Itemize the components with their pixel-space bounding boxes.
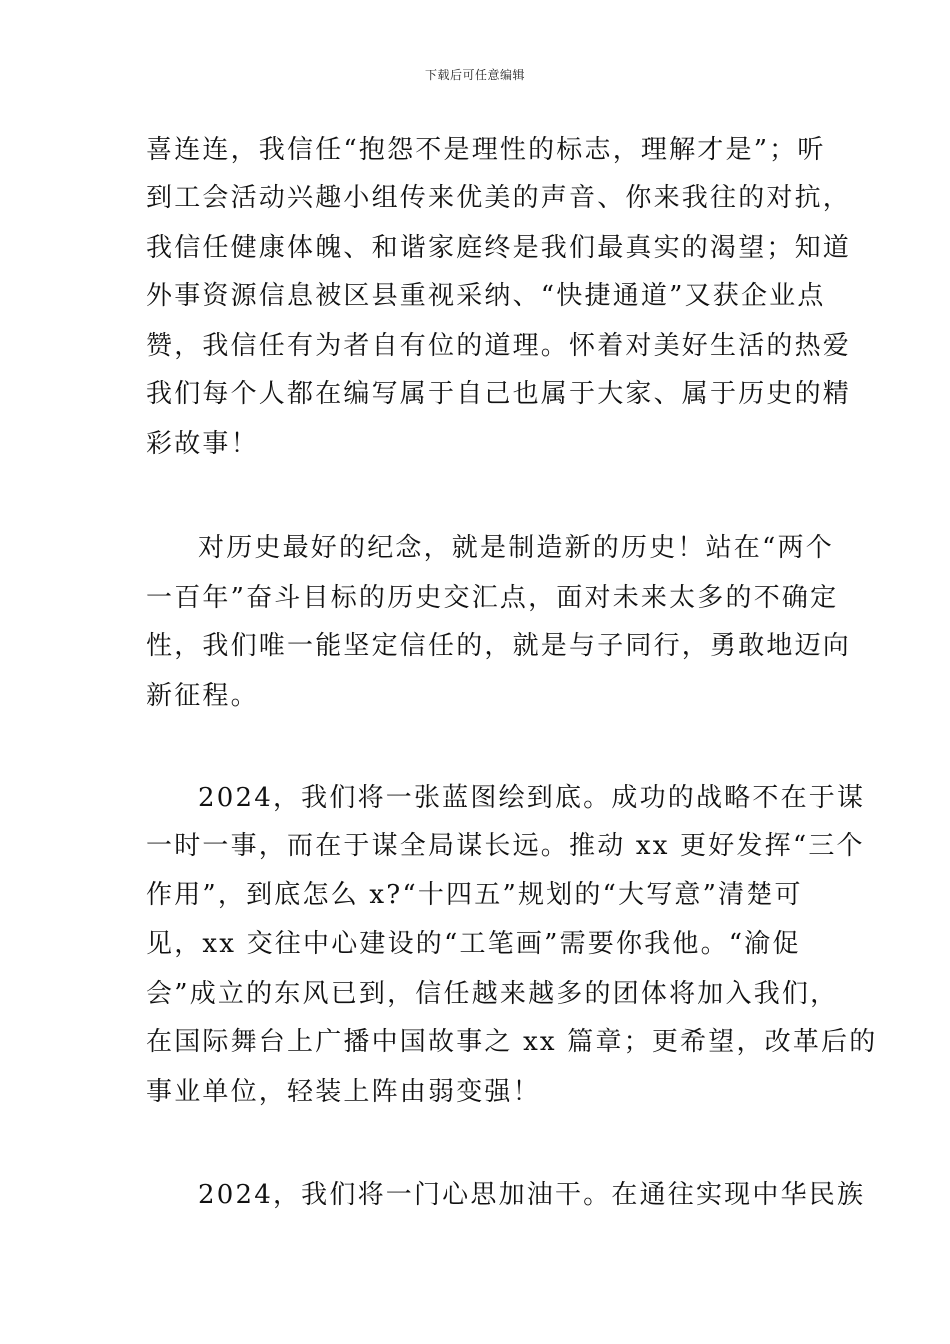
- paragraph-1-line-7: 彩故事！: [146, 429, 259, 459]
- paragraph-1-line-5: 赞，我信任有为者自有位的道理。怀着对美好生活的热爱: [146, 331, 852, 361]
- paragraph-2-line-4: 新征程。: [146, 681, 259, 711]
- paragraph-2-line-2: 一百年”奋斗目标的历史交汇点，面对未来太多的不确定: [146, 583, 839, 613]
- paragraph-1-line-1: 喜连连，我信任“抱怨不是理性的标志，理解才是”；听: [146, 135, 826, 165]
- paragraph-1-line-3: 我信任健康体魄、和谐家庭终是我们最真实的渴望；知道: [146, 233, 852, 263]
- paragraph-3-line-4: 见，xx 交往中心建设的“工笔画”需要你我他。“渝促: [146, 929, 801, 959]
- paragraph-3-line-1: 2024，我们将一张蓝图绘到底。成功的战略不在于谋: [198, 783, 866, 813]
- paragraph-1-line-6: 我们每个人都在编写属于自己也属于大家、属于历史的精: [146, 379, 852, 409]
- paragraph-1-line-4: 外事资源信息被区县重视采纳、“快捷通道”又获企业点: [146, 281, 826, 311]
- paragraph-2-line-1: 对历史最好的纪念，就是制造新的历史！站在“两个: [198, 533, 834, 563]
- paragraph-3-line-3: 作用”，到底怎么 x?“十四五”规划的“大写意”清楚可: [146, 880, 803, 910]
- paragraph-3-line-6: 在国际舞台上广播中国故事之 xx 篇章；更希望，改革后的: [146, 1027, 878, 1057]
- paragraph-3-line-7: 事业单位，轻装上阵由弱变强！: [146, 1077, 541, 1107]
- paragraph-2-line-3: 性，我们唯一能坚定信任的，就是与子同行，勇敢地迈向: [146, 631, 852, 661]
- paragraph-3-line-2: 一时一事，而在于谋全局谋长远。推动 xx 更好发挥“三个: [146, 831, 865, 861]
- paragraph-1-line-2: 到工会活动兴趣小组传来优美的声音、你来我往的对抗，: [146, 183, 852, 213]
- page-header: 下载后可任意编辑: [424, 68, 525, 82]
- paragraph-4-line-1: 2024，我们将一门心思加油干。在通往实现中华民族: [198, 1180, 866, 1210]
- paragraph-3-line-5: 会”成立的东风已到，信任越来越多的团体将加入我们，: [146, 979, 839, 1009]
